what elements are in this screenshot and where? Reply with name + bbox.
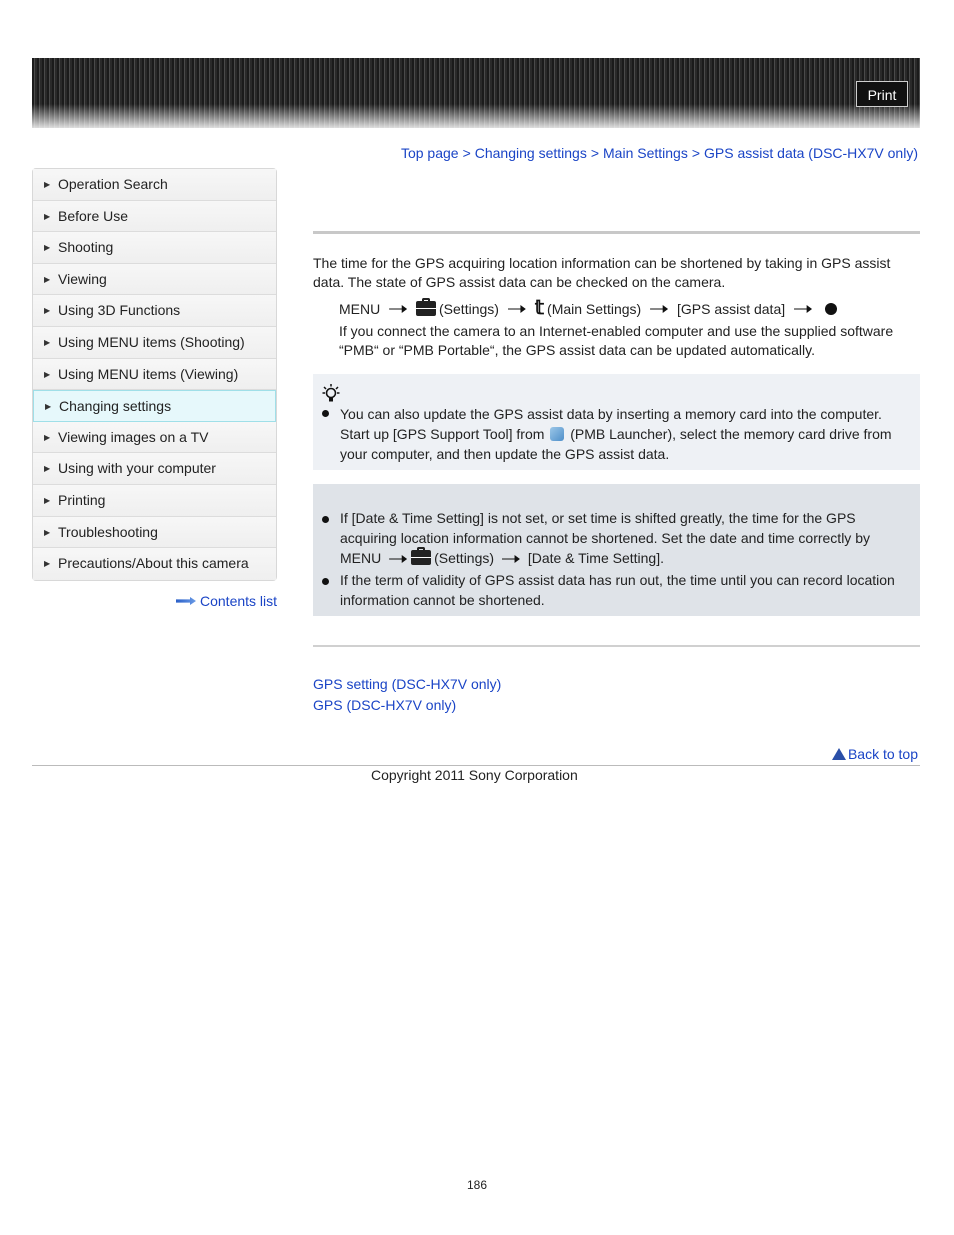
triangle-right-icon: ▶: [44, 337, 51, 347]
sidebar-item-shooting[interactable]: [33, 232, 276, 264]
sidebar-item-label: Using MENU items (Viewing): [58, 365, 239, 382]
contents-list-link[interactable]: [176, 593, 277, 609]
triangle-right-icon: ▶: [44, 432, 51, 442]
sidebar-item-label: Operation Search: [58, 176, 168, 192]
sidebar-item-computer[interactable]: [33, 453, 276, 485]
toolbox-icon: [411, 550, 431, 565]
related-divider: [313, 645, 920, 647]
hint-text: [340, 404, 910, 464]
wrench-hammer-icon: 𝕥: [534, 297, 545, 319]
breadcrumb-separator: >: [462, 145, 471, 161]
menu-steps: [339, 299, 837, 319]
sidebar-item-menu-shooting[interactable]: [33, 327, 276, 359]
sidebar-nav: [32, 168, 277, 581]
sidebar-item-label: Using with your computer: [58, 460, 216, 477]
breadcrumb-top-page[interactable]: Top page: [400, 145, 459, 161]
related-link-gps-setting[interactable]: GPS setting (DSC-HX7V only): [313, 676, 502, 692]
sidebar-item-label: Viewing images on a TV: [58, 428, 209, 445]
arrow-right-icon: [389, 555, 407, 563]
sidebar-item-viewing-tv[interactable]: [33, 422, 276, 454]
copyright-text: Copyright 2011 Sony Corporation: [371, 767, 578, 783]
hint-text-part1: You can also update the GPS assist data by inserting a memory card into the computer. Start up [GPS Support Tool] from: [340, 406, 882, 442]
triangle-right-icon: ▶: [44, 243, 51, 253]
settings-label: (Settings): [434, 550, 495, 566]
triangle-right-icon: ▶: [44, 274, 51, 284]
center-button-icon: [825, 303, 837, 315]
sidebar-item-troubleshooting[interactable]: [33, 517, 276, 549]
caution-item-1: [340, 509, 910, 569]
sidebar-item-viewing[interactable]: [33, 264, 276, 296]
sidebar-item-label: Precautions/About this camera: [58, 555, 249, 572]
sidebar-item-label: Using MENU items (Shooting): [58, 333, 245, 350]
menu-label: MENU: [339, 301, 381, 317]
sidebar-item-label: Changing settings: [59, 398, 172, 415]
breadcrumb-main-settings[interactable]: Main Settings: [603, 145, 688, 161]
settings-label: (Settings): [439, 301, 499, 317]
triangle-right-icon: ▶: [44, 464, 51, 474]
title-divider: [313, 231, 920, 234]
sidebar-item-label: Troubleshooting: [58, 523, 158, 540]
triangle-right-icon: ▶: [44, 495, 51, 505]
arrow-right-icon: [508, 305, 526, 313]
triangle-up-icon: [832, 748, 846, 760]
menu-label: MENU: [340, 550, 382, 566]
sidebar-item-label: Before Use: [58, 207, 129, 224]
arrow-right-icon: [794, 305, 812, 313]
sidebar-item-label: Printing: [58, 491, 106, 508]
related-link-gps[interactable]: GPS (DSC-HX7V only): [313, 697, 457, 713]
date-time-setting-label: [Date & Time Setting].: [527, 550, 664, 566]
caution-item-2: If the term of validity of GPS assist data has run out, the time until you can record location information cannot be shortened.: [340, 572, 895, 608]
sidebar-item-label: Using 3D Functions: [58, 302, 181, 319]
sidebar-item-label: Shooting: [58, 239, 114, 256]
breadcrumb: [401, 145, 918, 161]
sidebar-item-menu-viewing[interactable]: [33, 359, 276, 391]
triangle-right-icon: ▶: [44, 527, 51, 537]
triangle-right-icon: ▶: [44, 306, 51, 316]
caution-item-1-text: If [Date & Time Setting] is not set, or set time is shifted greatly, the time for the GPS acquiring location information cannot be shortened. Set the date and time correctly by: [340, 510, 870, 546]
toolbox-icon: [416, 301, 436, 316]
breadcrumb-separator: >: [590, 145, 600, 161]
sidebar-item-printing[interactable]: [33, 485, 276, 517]
main-settings-label: (Main Settings): [547, 301, 642, 317]
header-banner: [32, 58, 920, 128]
sidebar-item-precautions[interactable]: [33, 548, 276, 580]
sidebar-item-3d-functions[interactable]: [33, 295, 276, 327]
contents-list-label: Contents list: [200, 593, 278, 609]
arrow-right-icon: [650, 305, 668, 313]
intro-paragraph: The time for the GPS acquiring location information can be shortened by taking in GPS assist data. The state of GPS assist data can be checked on the camera.: [313, 255, 891, 290]
breadcrumb-current-page[interactable]: GPS assist data (DSC-HX7V only): [704, 145, 918, 161]
sidebar-item-changing-settings[interactable]: [33, 390, 276, 422]
arrow-right-icon: [389, 305, 407, 313]
pmb-launcher-icon: [550, 427, 564, 441]
back-to-top-label: Back to top: [847, 746, 918, 762]
arrow-right-icon: [176, 597, 196, 605]
footer-divider: [32, 765, 920, 766]
bullet-icon: [322, 578, 329, 585]
gps-assist-label: [GPS assist data]: [676, 301, 786, 317]
sidebar-item-label: Viewing: [58, 270, 107, 287]
lightbulb-icon: [322, 383, 340, 403]
triangle-right-icon: ▶: [44, 211, 51, 221]
sidebar-item-before-use[interactable]: [33, 201, 276, 233]
arrow-right-icon: [502, 555, 520, 563]
triangle-right-icon: ▶: [44, 369, 51, 379]
breadcrumb-separator: >: [691, 145, 701, 161]
breadcrumb-changing-settings[interactable]: Changing settings: [474, 145, 587, 161]
back-to-top-link[interactable]: [832, 746, 918, 762]
triangle-right-icon: ▶: [45, 402, 52, 412]
bullet-icon: [322, 410, 329, 417]
sidebar-item-operation-search[interactable]: [33, 169, 276, 201]
page-number: 186: [467, 1178, 488, 1192]
print-button[interactable]: Print: [856, 81, 908, 107]
note-text: If you connect the camera to an Internet-enabled computer and use the supplied software “PMB“ or “PMB Portable“, the GPS assist data can be updated automatically.: [339, 323, 894, 358]
bullet-icon: [322, 516, 329, 523]
triangle-right-icon: ▶: [44, 180, 51, 189]
triangle-right-icon: ▶: [44, 559, 51, 569]
hint-text-part2: (PMB Launcher), select the memory card drive from your computer, and then update the GPS assist data.: [340, 426, 892, 462]
